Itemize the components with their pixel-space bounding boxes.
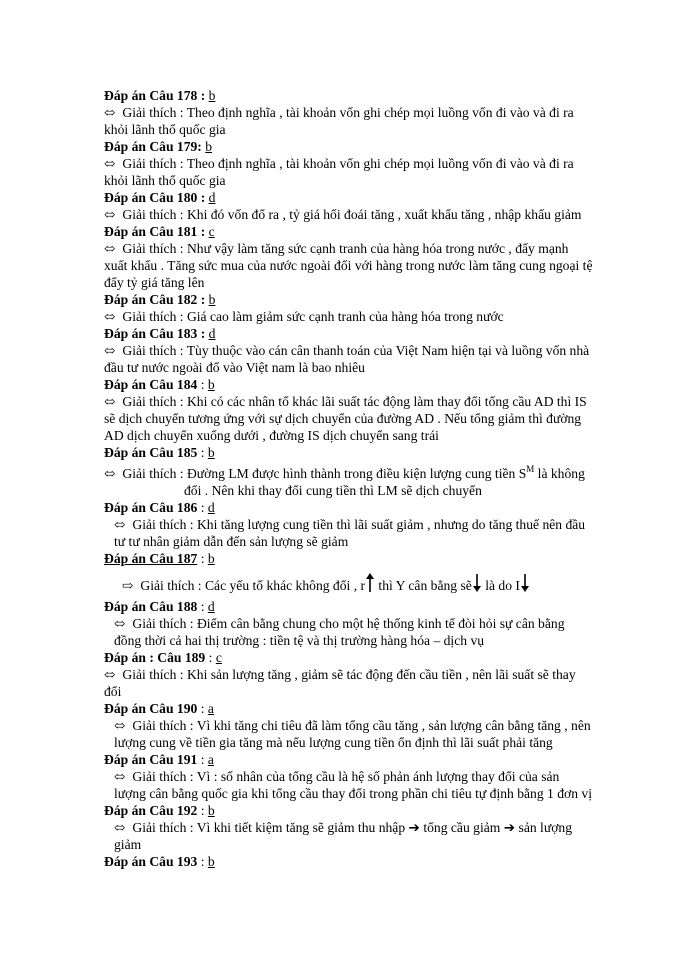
answer-178: Đáp án Câu 178 : b ⬄ Giải thích : Theo định nghĩa , tài khoản vốn ghi chép mọi luồng vốn đi vào và đi ra khỏi lãnh thổ quốc gia — [104, 87, 604, 138]
explanation-text: xuất khẩu . Tăng sức mua của nước ngoài đối với hàng trong nước làm tăng cung ngoại tệ — [104, 258, 593, 273]
double-arrow-icon: ⬄ — [114, 820, 126, 835]
double-arrow-icon: ⬄ — [104, 394, 116, 409]
answer-189: Đáp án : Câu 189 : c ⬄ Giải thích : Khi sản lượng tăng , giảm sẽ tác động đến cầu tiền , nên lãi suất sẽ thay đổi — [104, 649, 604, 700]
document-page — [104, 87, 604, 870]
answer-label: Đáp án Câu 186 — [104, 500, 198, 515]
double-arrow-icon: ⬄ — [114, 616, 126, 631]
explanation-text: Giải thích : Theo định nghĩa , tài khoản vốn ghi chép mọi luồng vốn đi vào và đi ra — [122, 156, 574, 171]
right-arrow-icon: ⇨ — [122, 578, 134, 593]
explanation-text: đẩy tỷ giá tăng lên — [104, 275, 205, 290]
explanation-text: sản lượng — [515, 820, 572, 835]
double-arrow-icon: ⬄ — [104, 343, 116, 358]
answer-193: Đáp án Câu 193 : b — [104, 854, 215, 869]
double-arrow-icon: ⬄ — [104, 156, 116, 171]
answer-value: b — [208, 88, 216, 103]
answer-184: Đáp án Câu 184 : b ⬄ Giải thích : Khi có các nhân tố khác lãi suất tác động làm thay đổi tổng cầu AD thì IS sẽ dịch chuyển tương ứng với sự dịch chuyển của đường AD . Nếu tổng giảm thì đường AD dịch chuyển xuống dưới , đường IS dịch chuyển sang trái — [104, 376, 604, 444]
explanation-text: Giải thích : Điểm cân bằng chung cho một hệ thống kinh tế đòi hỏi sự cân bằng — [132, 616, 565, 631]
answer-188: Đáp án Câu 188 : d ⬄ Giải thích : Điểm cân bằng chung cho một hệ thống kinh tế đòi hỏi sự cân bằng đồng thời cả hai thị trường : tiền tệ và thị trường hàng hóa – dịch vụ — [104, 598, 604, 649]
explanation-text: là do I — [481, 578, 520, 593]
answer-label: Đáp án Câu 192 — [104, 803, 198, 818]
explanation-text: đầu tư nước ngoài đổ vào Việt nam là bao nhiêu — [104, 360, 365, 375]
answer-value: a — [207, 701, 214, 716]
double-arrow-icon: ⬄ — [104, 466, 116, 481]
explanation-text: lượng cung về tiền gia tăng mà nếu lượng cung tiền ổn định thì lãi suất phải tăng — [114, 735, 553, 750]
answer-label: Đáp án Câu 185 — [104, 445, 198, 460]
explanation-text: là không — [534, 466, 585, 481]
double-arrow-icon: ⬄ — [104, 241, 116, 256]
right-arrow-icon: ➔ — [503, 820, 516, 835]
explanation-text: sẽ dịch chuyển tương ứng với sự dịch chuyển của đường AD . Nếu tổng giảm thì đường — [104, 411, 582, 426]
explanation-text: Giải thích : Đường LM được hình thành trong điều kiện lượng cung tiền S — [122, 466, 527, 481]
answer-label: Đáp án Câu 190 — [104, 701, 198, 716]
answer-label: Đáp án Câu 180 — [104, 190, 198, 205]
double-arrow-icon: ⬄ — [114, 718, 126, 733]
answer-value: b — [207, 377, 215, 392]
answer-label: Đáp án Câu 193 — [104, 854, 198, 869]
explanation-text: đổi . Nên khi thay đổi cung tiền thì LM sẽ dịch chuyển — [184, 483, 482, 498]
answer-value: b — [208, 292, 216, 307]
right-arrow-icon: ➔ — [408, 820, 420, 835]
explanation-text: đồng thời cả hai thị trường : tiền tệ và thị trường hàng hóa – dịch vụ — [114, 633, 485, 648]
double-arrow-icon: ⬄ — [104, 309, 116, 324]
answer-label: Đáp án Câu 181 — [104, 224, 198, 239]
answer-value: b — [207, 551, 215, 566]
double-arrow-icon: ⬄ — [104, 207, 116, 222]
answer-179: Đáp án Câu 179: b ⬄ Giải thích : Theo định nghĩa , tài khoản vốn ghi chép mọi luồng vốn đi vào và đi ra khỏi lãnh thổ quốc gia — [104, 138, 604, 189]
answer-value: d — [207, 500, 215, 515]
explanation-text: đổi — [104, 684, 122, 699]
explanation-text: lượng cân bằng quốc gia khi tổng cầu thay đổi trong phần chi tiêu tự định bằng 1 đơn vị — [114, 786, 592, 801]
answer-value: c — [215, 650, 222, 665]
explanation-text: Giải thích : Theo định nghĩa , tài khoản vốn ghi chép mọi luồng vốn đi vào và đi ra — [122, 105, 574, 120]
answer-label: Đáp án : Câu 189 — [104, 650, 206, 665]
answer-label: Đáp án Câu 179 — [104, 139, 198, 154]
answer-label: Đáp án Câu 184 — [104, 377, 198, 392]
answer-label: Đáp án Câu 191 — [104, 752, 198, 767]
double-arrow-icon: ⬄ — [114, 769, 126, 784]
answer-190: Đáp án Câu 190 : a ⬄ Giải thích : Vì khi tăng chi tiêu đã làm tổng cầu tăng , sản lượng cân bằng tăng , nên lượng cung về tiền gia tăng mà nếu lượng cung tiền ổn định thì lãi suất phải tăng — [104, 700, 604, 751]
explanation-text: tổng cầu giảm — [419, 820, 501, 835]
explanation-text: AD dịch chuyển xuống dưới , đường IS dịch chuyển sang trái — [104, 428, 439, 443]
answer-192: Đáp án Câu 192 : b ⬄ Giải thích : Vì khi tiết kiệm tăng sẽ giảm thu nhập ➔ tổng cầu giảm ➔ sản lượng giảm — [104, 802, 604, 853]
double-arrow-icon: ⬄ — [104, 105, 116, 120]
double-arrow-icon: ⬄ — [114, 517, 126, 532]
answer-label: Đáp án Câu 182 — [104, 292, 198, 307]
answer-label: Đáp án Câu 187 — [104, 551, 198, 566]
answer-value: d — [208, 326, 216, 341]
explanation-text: khỏi lãnh thổ quốc gia — [104, 173, 226, 188]
answer-181: Đáp án Câu 181 : c ⬄ Giải thích : Như vậy làm tăng sức cạnh tranh của hàng hóa trong nước , đẩy mạnh xuất khẩu . Tăng sức mua của nước ngoài đối với hàng trong nước làm tăng cung ngoại tệ đẩy tỷ giá tăng lên — [104, 223, 604, 291]
explanation-text: Giải thích : Giá cao làm giảm sức cạnh tranh của hàng hóa trong nước — [122, 309, 504, 324]
explanation-text: Giải thích : Khi đó vốn đổ ra , tỷ giá hối đoái tăng , xuất khẩu tăng , nhập khẩu giảm — [122, 207, 582, 222]
arrow-up-icon — [365, 573, 375, 593]
answer-label: Đáp án Câu 183 — [104, 326, 198, 341]
answer-value: b — [207, 803, 215, 818]
answer-value: d — [207, 599, 215, 614]
answer-191: Đáp án Câu 191 : a ⬄ Giải thích : Vì : số nhân của tổng cầu là hệ số phản ánh lượng thay đổi của sản lượng cân bằng quốc gia khi tổng cầu thay đổi trong phần chi tiêu tự định bằng 1 đơn vị — [104, 751, 604, 802]
explanation-text: thì Y cân bằng sẽ — [375, 578, 472, 593]
explanation-text: khỏi lãnh thổ quốc gia — [104, 122, 226, 137]
explanation-text: Giải thích : Các yếu tố khác không đổi , r — [140, 578, 366, 593]
answer-185: Đáp án Câu 185 : b ⬄ Giải thích : Đường LM được hình thành trong điều kiện lượng cung tiền $S^M$ là không đổi . Nên khi thay đổi cung tiền thì LM sẽ dịch chuyển — [104, 444, 604, 499]
explanation-text: Giải thích : Tùy thuộc vào cán cân thanh toán của Việt Nam hiện tại và luồng vốn nhà — [122, 343, 590, 358]
answer-value: b — [207, 445, 215, 460]
answer-label: Đáp án Câu 188 — [104, 599, 198, 614]
arrow-down-icon — [472, 573, 482, 593]
answer-value: b — [207, 854, 215, 869]
explanation-text: Giải thích : Vì : số nhân của tổng cầu là hệ số phản ánh lượng thay đổi của sản — [132, 769, 560, 784]
explanation-text: giảm — [114, 837, 142, 852]
answer-186: Đáp án Câu 186 : d ⬄ Giải thích : Khi tăng lượng cung tiền thì lãi suất giảm , nhưng do tăng thuế nên đầu tư tư nhân giảm dẫn đến sản lượng sẽ giảm — [104, 499, 604, 550]
answer-187: Đáp án Câu 187 : b ⇨ Giải thích : Các yếu tố khác không đổi , r thì Y cân bằng sẽ là do I — [104, 550, 604, 594]
explanation-text: Giải thích : Khi tăng lượng cung tiền thì lãi suất giảm , nhưng do tăng thuế nên đầu — [132, 517, 586, 532]
answer-value: b — [205, 139, 213, 154]
answer-180: Đáp án Câu 180 : d ⬄ Giải thích : Khi đó vốn đổ ra , tỷ giá hối đoái tăng , xuất khẩu tăng , nhập khẩu giảm — [104, 190, 582, 222]
explanation-text: Giải thích : Khi sản lượng tăng , giảm sẽ tác động đến cầu tiền , nên lãi suất sẽ thay — [122, 667, 576, 682]
arrow-down-icon — [520, 573, 530, 593]
answer-value: c — [208, 224, 215, 239]
double-arrow-icon: ⬄ — [104, 667, 116, 682]
explanation-text: Giải thích : Như vậy làm tăng sức cạnh tranh của hàng hóa trong nước , đẩy mạnh — [122, 241, 569, 256]
superscript: M — [526, 464, 535, 474]
explanation-text: Giải thích : Khi có các nhân tố khác lãi suất tác động làm thay đổi tổng cầu AD thì IS — [122, 394, 587, 409]
answer-value: d — [208, 190, 216, 205]
answer-label: Đáp án Câu 178 — [104, 88, 198, 103]
answer-183: Đáp án Câu 183 : d ⬄ Giải thích : Tùy thuộc vào cán cân thanh toán của Việt Nam hiện tại và luồng vốn nhà đầu tư nước ngoài đổ vào Việt nam là bao nhiêu — [104, 325, 604, 376]
explanation-text: tư tư nhân giảm dẫn đến sản lượng sẽ giảm — [114, 534, 349, 549]
explanation-text: Giải thích : Vì khi tiết kiệm tăng sẽ giảm thu nhập — [132, 820, 406, 835]
explanation-text: Giải thích : Vì khi tăng chi tiêu đã làm tổng cầu tăng , sản lượng cân bằng tăng , nên — [132, 718, 591, 733]
answer-value: a — [207, 752, 214, 767]
answer-182: Đáp án Câu 182 : b ⬄ Giải thích : Giá cao làm giảm sức cạnh tranh của hàng hóa trong nước — [104, 292, 504, 324]
